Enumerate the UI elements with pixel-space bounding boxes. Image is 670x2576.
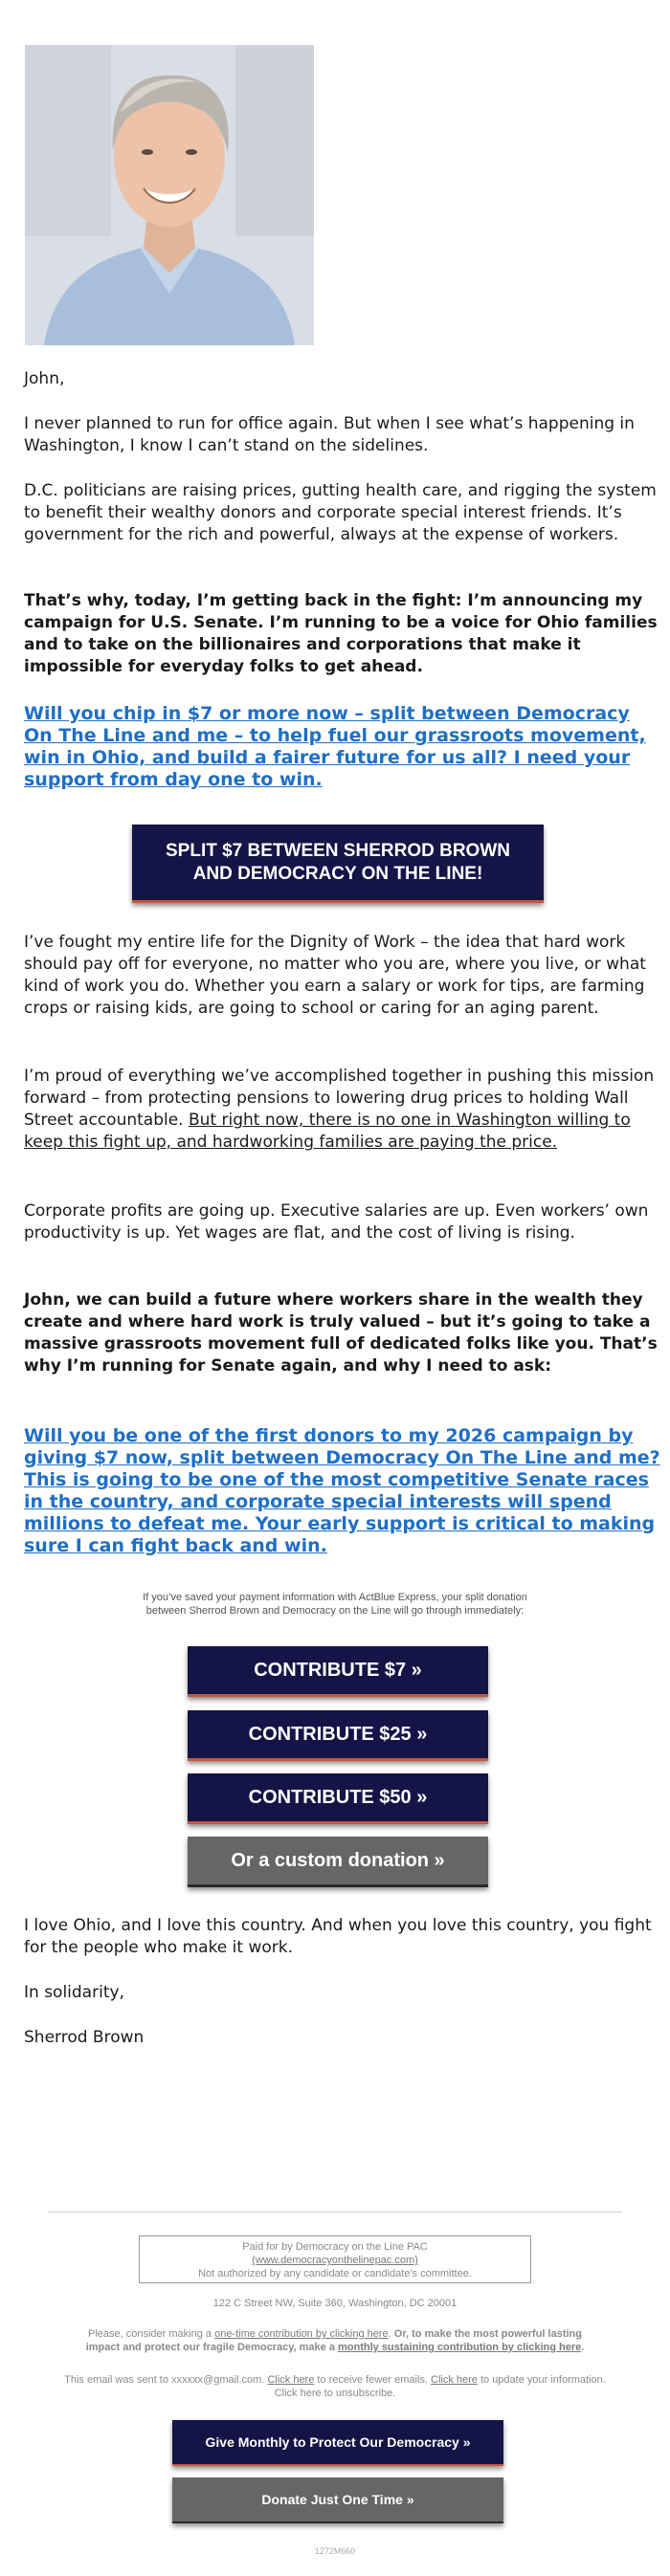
tracking-code: 1272M660 [314,2546,356,2556]
pac-website-link[interactable]: (www.democracyonthelinepac.com) [252,2255,418,2266]
candidate-photo [25,45,314,345]
consider-text-1: Please, consider making a [88,2328,215,2340]
actblue-express-note: If you’ve saved your payment information with ActBlue Express, your split donation between Sherrod Brown and Democracy on the Line will go through immediately: [143,1592,527,1617]
split-button-line-2: AND DEMOCRACY ON THE LINE! [192,863,483,884]
signature: Sherrod Brown [24,2028,145,2047]
contribution-options-text [72,2327,598,2354]
paid-for-box [139,2235,531,2283]
contribute-7-button[interactable]: CONTRIBUTE $7 » [188,1646,488,1697]
split-button-line-1: SPLIT $7 BETWEEN SHERROD BROWN [166,840,510,861]
accomplished-underlined-text: But right now, there is no one in Washington willing to keep this fight up, and hardworking families are paying the price. [24,1111,631,1152]
paragraph-dignity-of-work: I’ve fought my entire life for the Dignity of Work – the idea that hard work should pay off for everyone, no matter who you are, where you live, or what kind of work you do. Whether you earn a salary or work for tips, are farming crops or raising kids, are going to school or caring for an aging parent. [24,933,646,1018]
signoff: In solidarity, [24,1983,124,2002]
paragraph-politicians: D.C. politicians are raising prices, gutting health care, and rigging the system to benefit their wealthy donors and corporate special interest friends. It’s government for the rich and powerful, always at the expense of workers. [24,481,657,544]
fewer-emails-text: to receive fewer emails. [314,2374,431,2386]
greeting: John, [24,369,65,388]
one-time-contribution-link[interactable]: one-time contribution by clicking here [214,2328,389,2340]
paragraph-announcement: That’s why, today, I’m getting back in the fight: I’m announcing my campaign for U.S. Senate. I’m running to be a voice for Ohio families and to take on the billionaires and corporations that make it impossible for everyday folks to get ahead. [24,591,658,676]
consider-text-2: . [388,2328,394,2340]
footer-divider [48,2212,622,2213]
sent-to-text: This email was sent to xxxxxx@gmail.com. [64,2374,268,2386]
paid-for-text: Paid for by Democracy on the Line PAC [242,2241,428,2253]
paragraph-ask: John, we can build a future where workers share in the wealth they create and where hard work is truly valued – but it’s going to take a massive grassroots movement full of dedicated folks like you. That’s why I’m running for Senate again, and why I need to ask: [24,1290,658,1376]
paragraph-intro: I never planned to run for office again. But when I see what’s happening in Washington, I know I can’t stand on the sidelines. [24,414,635,455]
consider-bold-text-2: . [581,2342,585,2353]
give-monthly-button[interactable]: Give Monthly to Protect Our Democracy » [172,2420,503,2466]
paragraph-wages: Corporate profits are going up. Executive salaries are up. Even workers’ own productivity is up. Yet wages are flat, and the cost of living is rising. [24,1201,649,1243]
donate-link-1[interactable]: Will you chip in $7 or more now – split between Democracy On The Line and me – to help fuel our grassroots movement, win in Ohio, and build a fairer future for us all? I need your support from day one to win. [24,703,646,790]
paragraph-love-ohio: I love Ohio, and I love this country. And when you love this country, you fight for the people who make it work. [24,1916,652,1957]
donate-link-2[interactable]: Will you be one of the first donors to my 2026 campaign by giving $7 now, split between Democracy On The Line and me? This is going to be one of the most competitive Senate races in the country, and corporate special interests will spend millions to defeat me. Your early support is critical to making sure I can fight back and win. [24,1425,660,1556]
paragraph-accomplished [24,1066,660,1154]
donate-one-time-button[interactable]: Donate Just One Time » [172,2477,503,2523]
fewer-emails-link[interactable]: Click here [267,2374,315,2386]
contribute-50-button[interactable]: CONTRIBUTE $50 » [188,1773,488,1824]
consider-bold-text-1: Or, to make the most powerful lasting impact and protect our fragile Democracy, make a [85,2328,582,2353]
email-preferences-text [62,2373,608,2400]
contribute-25-button[interactable]: CONTRIBUTE $25 » [188,1710,488,1761]
not-authorized-text: Not authorized by any candidate or candidate's committee. [198,2268,472,2279]
update-info-text: to update your information. Click here to unsubscribe. [274,2374,606,2399]
custom-donation-button[interactable]: Or a custom donation » [188,1837,488,1887]
split-donation-button[interactable] [132,825,544,903]
monthly-contribution-link[interactable]: monthly sustaining contribution by clicking here [337,2342,582,2353]
update-info-link[interactable]: Click here [431,2374,478,2386]
accomplished-text: I’m proud of everything we’ve accomplished together in pushing this mission forward – from protecting pensions to lowering drug prices to holding Wall Street accountable. [24,1067,655,1130]
mailing-address: 122 C Street NW, Suite 360, Washington, DC 20001 [212,2298,458,2309]
candidate-portrait-icon [25,45,314,345]
